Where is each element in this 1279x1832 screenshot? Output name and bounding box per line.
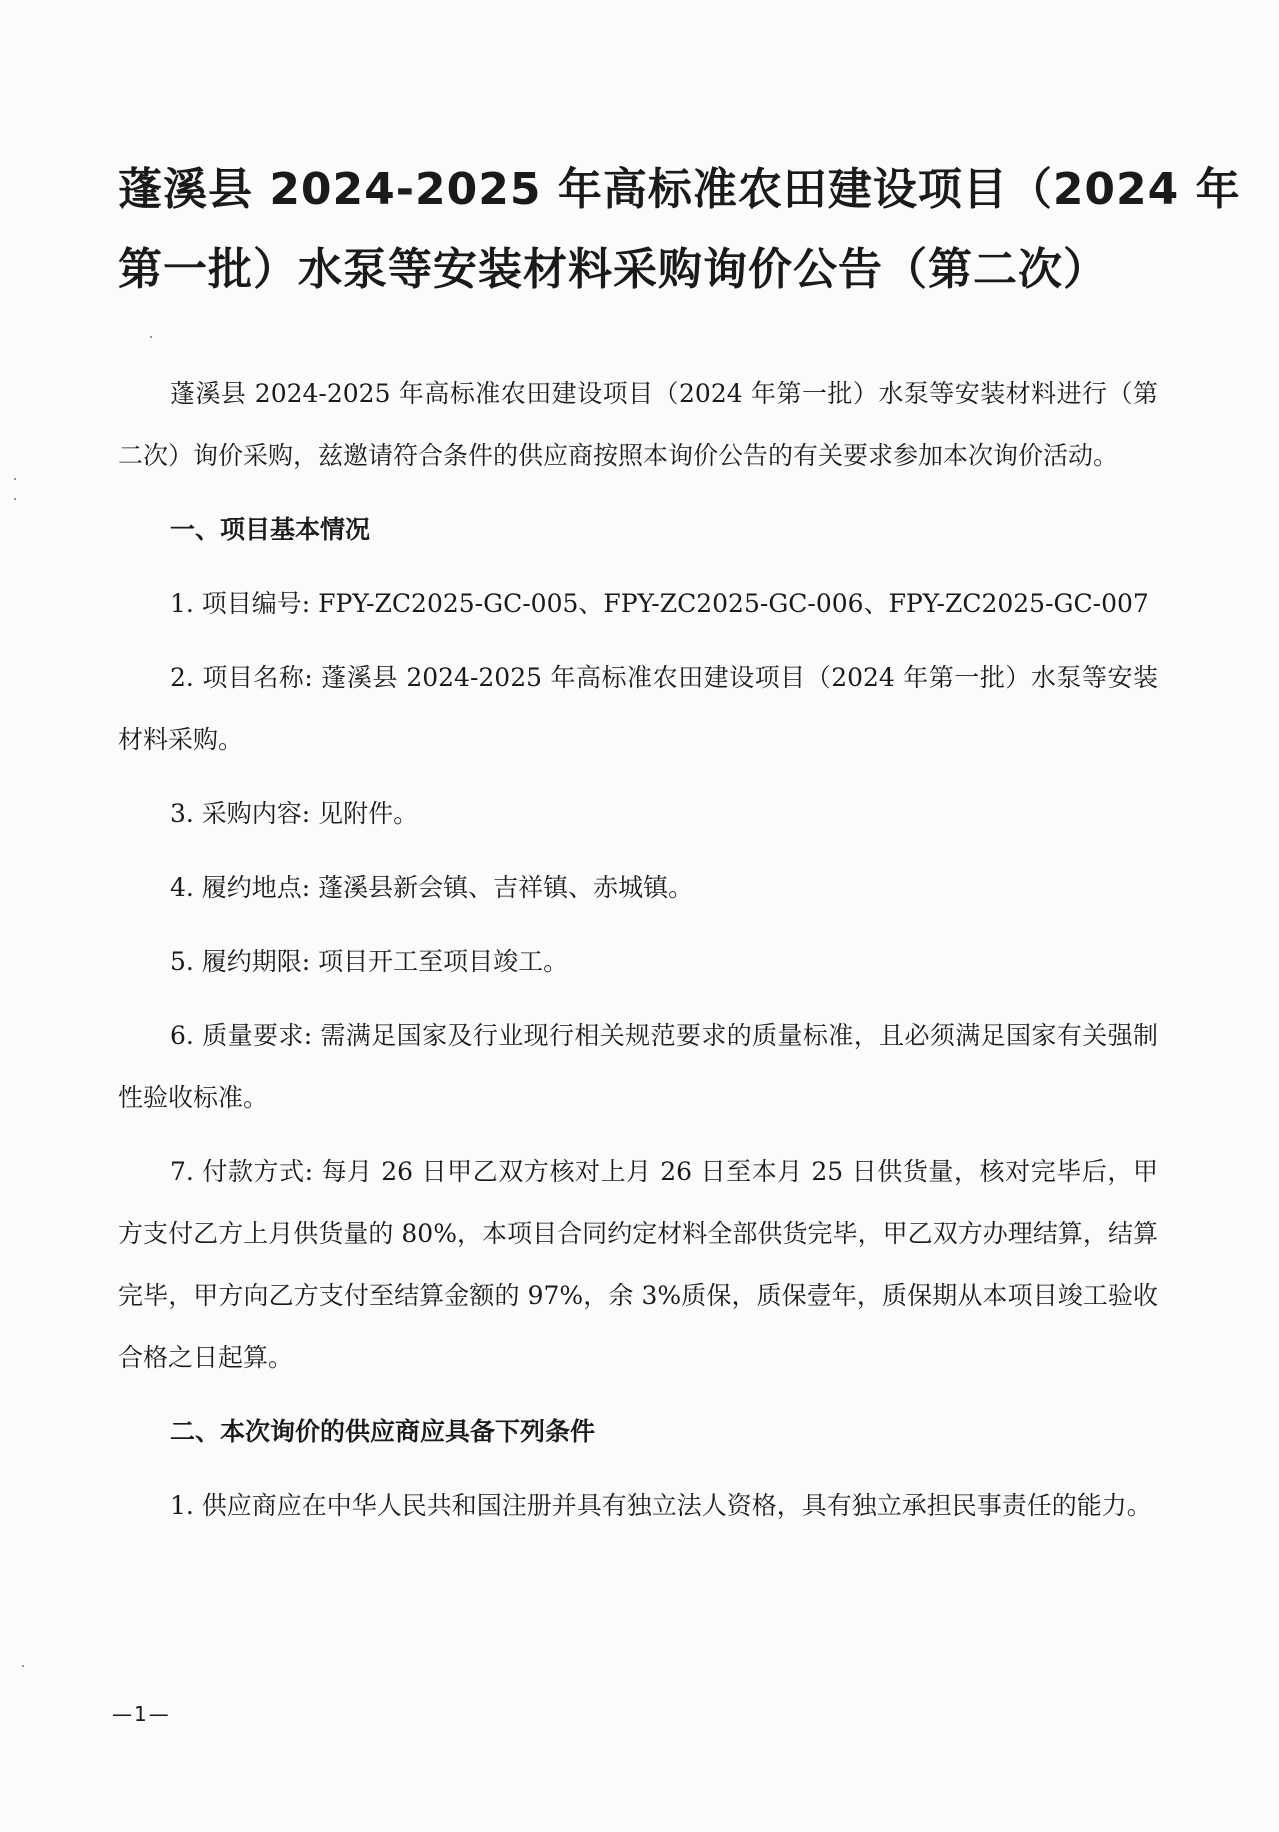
item-performance-period: 5. 履约期限: 项目开工至项目竣工。 (170, 947, 569, 976)
title-line-2: 第一批）水泵等安装材料采购询价公告（第二次） (118, 244, 1108, 295)
scan-speck (150, 336, 152, 338)
item-quality-requirement: 6. 质量要求: 需满足国家及行业现行相关规范要求的质量标准，且必须满足国家有关强制性验收标准。 (118, 1021, 1158, 1112)
section-heading-basic-info: 一、项目基本情况 (170, 515, 371, 544)
item-project-number: 1. 项目编号: FPY-ZC2025-GC-005、FPY-ZC2025-GC-006、FPY-ZC2025-GC-007 (170, 589, 1149, 618)
scan-speck (22, 1665, 24, 1667)
item-project-name: 2. 项目名称: 蓬溪县 2024-2025 年高标准农田建设项目（2024 年第一批）水泵等安装材料采购。 (118, 663, 1158, 754)
document-title (118, 150, 1241, 310)
section-heading-supplier-conditions: 二、本次询价的供应商应具备下列条件 (170, 1417, 596, 1446)
scan-speck (14, 498, 16, 500)
intro-paragraph: 蓬溪县 2024-2025 年高标准农田建设项目（2024 年第一批）水泵等安装材料进行（第二次）询价采购，兹邀请符合条件的供应商按照本询价公告的有关要求参加本次询价活动。 (118, 379, 1158, 470)
document-body (118, 363, 1158, 1549)
page-number: —1— (112, 1702, 171, 1726)
item-supplier-condition-1: 1. 供应商应在中华人民共和国注册并具有独立法人资格，具有独立承担民事责任的能力。 (170, 1491, 1152, 1520)
title-line-1: 蓬溪县 2024-2025 年高标准农田建设项目（2024 年 (118, 164, 1241, 215)
item-payment-method: 7. 付款方式: 每月 26 日甲乙双方核对上月 26 日至本月 25 日供货量，核对完毕后，甲方支付乙方上月供货量的 80%，本项目合同约定材料全部供货完毕，甲乙双方办理结算，结算完毕，甲方向乙方支付至结算金额的 97%，余 3%质保，质保壹年，质保期从本项目竣工验收合格之日起算。 (118, 1157, 1158, 1372)
scan-speck (14, 478, 16, 480)
item-procurement-content: 3. 采购内容: 见附件。 (170, 799, 419, 828)
item-performance-location: 4. 履约地点: 蓬溪县新会镇、吉祥镇、赤城镇。 (170, 873, 694, 902)
